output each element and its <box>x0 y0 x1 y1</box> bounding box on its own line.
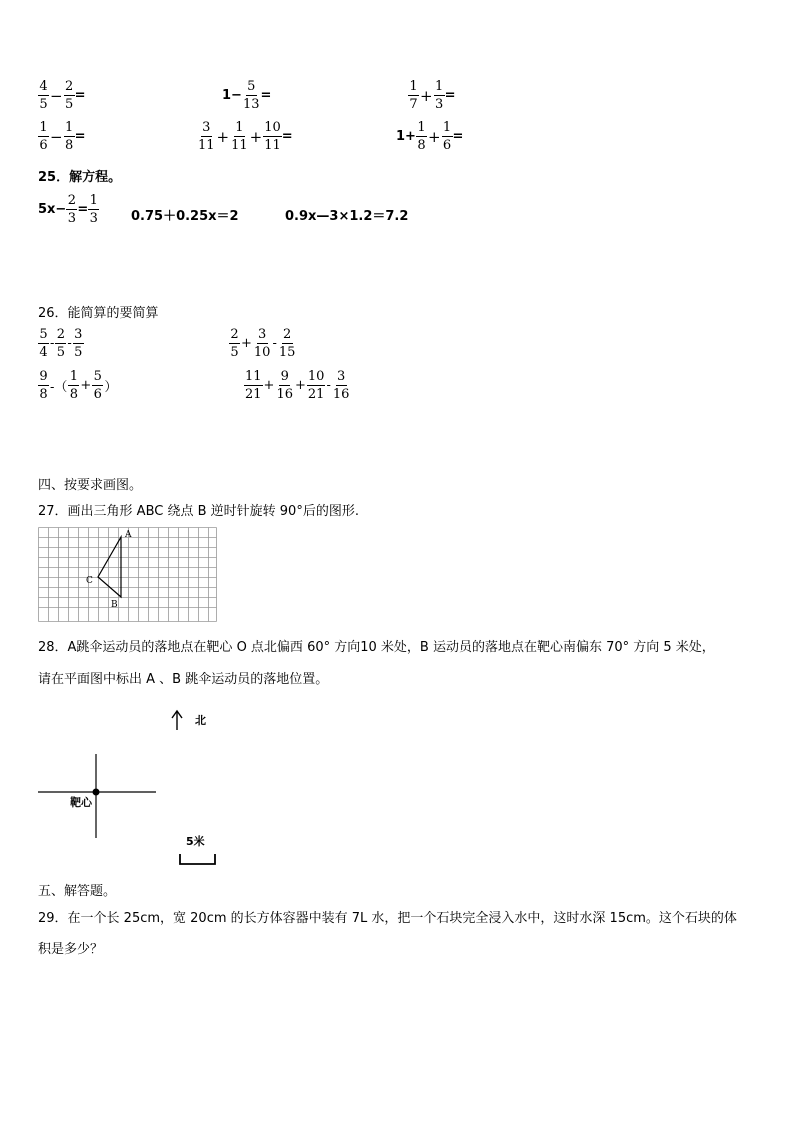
fraction: $\frac{4}{5}$ <box>39 79 48 112</box>
fraction: $\frac{9}{8}$ <box>39 369 48 402</box>
q26-expr4: $\frac{11}{21}$ + $\frac{9}{16}$ + $\frac{10}{21}$ - $\frac{3}{16}$ <box>245 369 350 402</box>
fraction: $\frac{2}{5}$ <box>230 327 239 360</box>
fraction: $\frac{1}{11}$ <box>231 120 248 153</box>
fraction: $\frac{1}{3}$ <box>434 79 444 112</box>
fraction: $\frac{3}{10}$ <box>253 327 271 360</box>
center-label: 靶心 <box>70 796 92 809</box>
expr-r1-1: $\frac{4}{5}$ − $\frac{2}{5}$ = <box>39 79 86 112</box>
section-4-heading: 四、按要求画图。 <box>38 478 143 493</box>
fraction: $\frac{1}{8}$ <box>69 369 79 402</box>
fraction: $\frac{2}{5}$ <box>56 327 66 360</box>
q25-eq1: 5x− $\frac{2}{3}$ = $\frac{1}{3}$ <box>38 193 98 226</box>
q25-eq3: 0.9x—3×1.2＝7.2 <box>285 209 409 224</box>
fraction: $\frac{1}{6}$ <box>39 120 48 153</box>
label-b: B <box>111 600 118 610</box>
fraction: $\frac{3}{11}$ <box>198 120 215 153</box>
fraction: $\frac{1}{3}$ <box>89 193 98 226</box>
fraction: $\frac{2}{5}$ <box>64 79 74 112</box>
fraction: $\frac{5}{13}$ <box>242 79 260 112</box>
q28-line2: 请在平面图中标出 A 、B 跳伞运动员的落地位置。 <box>38 672 329 687</box>
fraction: $\frac{9}{16}$ <box>276 369 293 402</box>
grid-lines <box>39 528 217 622</box>
q27-title: 27．画出三角形 ABC 绕点 B 逆时针旋转 90°后的图形. <box>38 504 359 519</box>
expr-r2-2: $\frac{3}{11}$ + $\frac{1}{11}$ + $\frac{10}{11}$ = <box>198 120 293 153</box>
fraction: $\frac{2}{15}$ <box>278 327 296 360</box>
label-c: C <box>86 576 93 586</box>
q26-title: 26．能简算的要简算 <box>38 306 159 321</box>
q28-line1: 28．A跳伞运动员的落地点在靶心 O 点北偏西 60° 方向10 米处，B 运动员的落地点在靶心南偏东 70° 方向 5 米处， <box>38 640 715 655</box>
q26-expr2: $\frac{2}{5}$ + $\frac{3}{10}$ - $\frac{2}{15}$ <box>230 327 296 360</box>
q26-expr3: $\frac{9}{8}$ -（ $\frac{1}{8}$ + $\frac{5}{6}$ ） <box>39 369 118 402</box>
fraction: $\frac{5}{6}$ <box>93 369 102 402</box>
q25-title: 25．解方程。 <box>38 170 122 185</box>
fraction: $\frac{5}{4}$ <box>39 327 48 360</box>
section-5-heading: 五、解答题。 <box>38 884 117 899</box>
q28-plane-figure <box>36 708 226 868</box>
fraction: $\frac{1}{8}$ <box>64 120 74 153</box>
label-a: A <box>125 530 132 540</box>
q26-expr1: $\frac{5}{4}$ - $\frac{2}{5}$ - $\frac{3}{5}$ <box>39 327 83 360</box>
fraction: $\frac{2}{3}$ <box>67 193 76 226</box>
fraction: $\frac{11}{21}$ <box>245 369 262 402</box>
north-label: 北 <box>195 714 206 727</box>
expr-r1-2: 1− $\frac{5}{13}$ = <box>222 79 272 112</box>
fraction: $\frac{10}{11}$ <box>264 120 281 153</box>
triangle-abc <box>98 537 121 597</box>
scale-bar <box>180 854 215 864</box>
scale-label: 5米 <box>186 835 205 848</box>
q25-eq2: 0.75＋0.25x＝2 <box>131 209 239 224</box>
fraction: $\frac{1}{6}$ <box>442 120 452 153</box>
fraction: $\frac{3}{5}$ <box>74 327 83 360</box>
q27-grid-figure <box>38 527 218 623</box>
center-point <box>93 789 100 796</box>
north-arrow-icon <box>172 711 182 730</box>
fraction: $\frac{3}{16}$ <box>332 369 350 402</box>
expr-r2-3: 1+ $\frac{1}{8}$ + $\frac{1}{6}$ = <box>396 120 464 153</box>
expr-r1-3: $\frac{1}{7}$ + $\frac{1}{3}$ = <box>409 79 456 112</box>
q29-line1: 29．在一个长 25cm，宽 20cm 的长方体容器中装有 7L 水，把一个石块完全浸入水中，这时水深 15cm。这个石块的体 <box>38 911 737 926</box>
q29-line2: 积是多少？ <box>38 942 104 957</box>
fraction: $\frac{10}{21}$ <box>307 369 325 402</box>
expr-r2-1: $\frac{1}{6}$ − $\frac{1}{8}$ = <box>39 120 86 153</box>
fraction: $\frac{1}{7}$ <box>409 79 418 112</box>
fraction: $\frac{1}{8}$ <box>417 120 426 153</box>
